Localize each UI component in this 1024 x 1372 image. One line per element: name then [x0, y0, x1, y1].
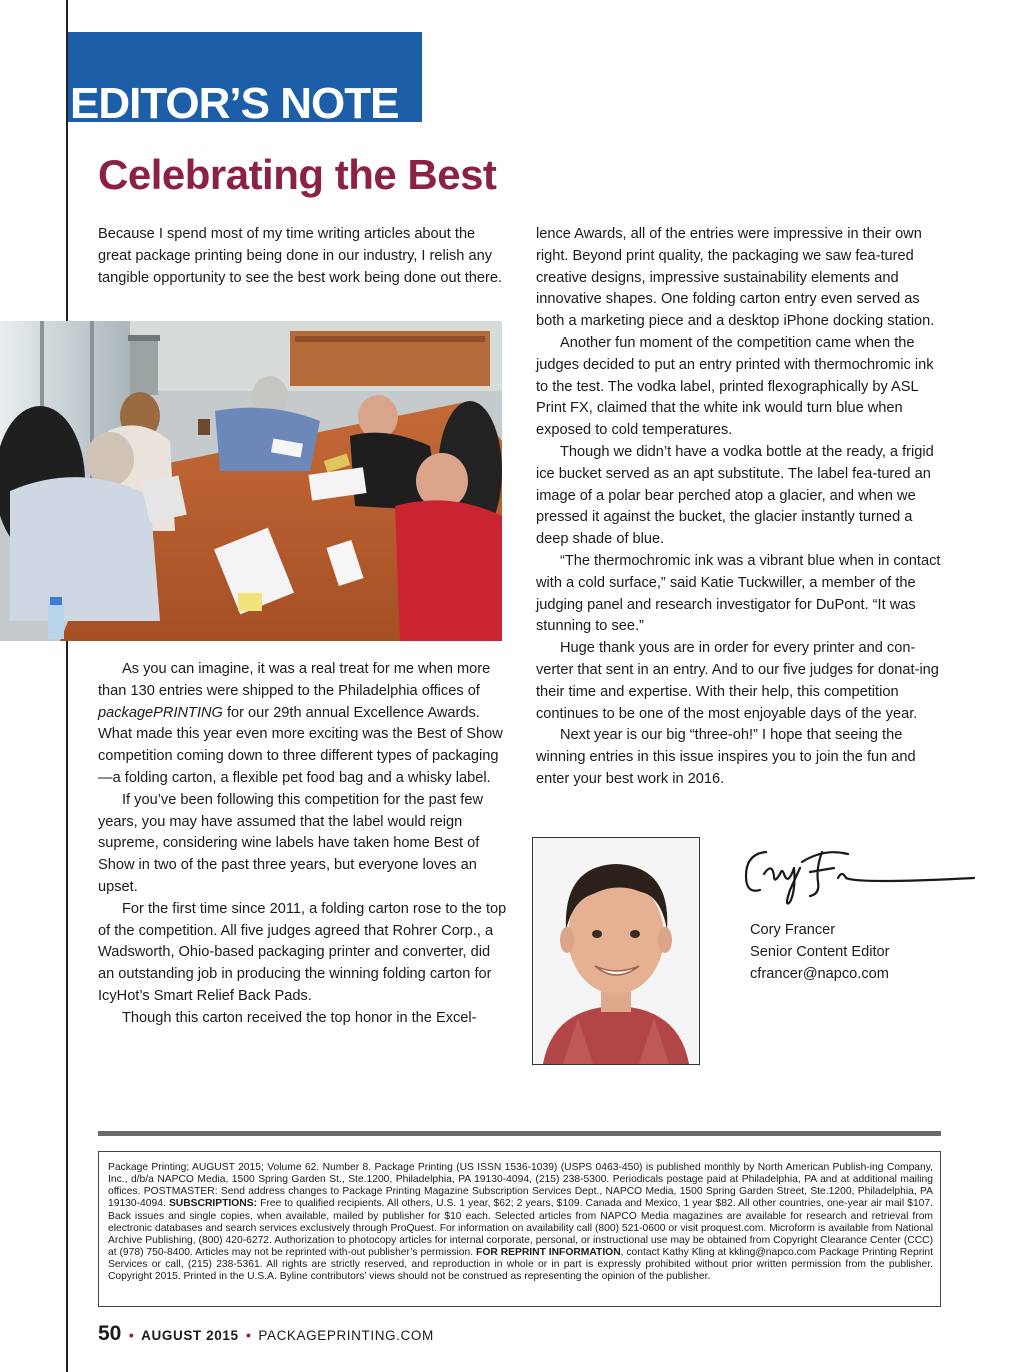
section-label: EDITOR’S NOTE [70, 79, 399, 122]
editor-byline [750, 920, 890, 985]
publication-masthead-box: Package Printing; AUGUST 2015; Volume 62. Number 8. Package Printing (US ISSN 1536-1039) (USPS 0463-450) is published monthly by North American Publish-ing Company, Inc., d/b/a NAPCO Media, 1500 Spring Garden St., Ste.1200, Philadelphia, PA 19130-4094, (215) 238-5300. Periodicals postage paid at Philadelphia, PA and at additional mailing offices. POSTMASTER: Send address changes to Package Printing Magazine Subscription Services Dept., NAPCO Media, 1500 Spring Garden Street, Ste.1200, Philadelphia, PA 19130-4094. SUBSCRIPTIONS: Free to qualified recipients. All others, U.S. 1 year, $62; 2 years, $109. Canada and Mexico, 1 year $82. All other countries, one-year air mail $107. Back issues and single copies, when available, mailed by publisher for $10 each. Selected articles from NAPCO Media magazines are available for research and retrieval from electronic databases and search services exclusively through ProQuest. For information on availability call (800) 521-0600 or visit proquest.com. Microform is available from National Archive Publishing, (800) 420-6272. Authorization to photocopy articles for internal corporate, personal, or instructional use may be obtained from Copyright Clearance Center (CCC) at (978) 750-8400. Articles may not be reprinted with-out publisher’s permission. FOR REPRINT INFORMATION, contact Kathy Kling at kkling@napco.com Package Printing Reprint Services or call, (215) 238-5361. All rights are strictly reserved, and reproduction in whole or in part is expressly prohibited without prior written permission from the publisher. Copyright 2015. Printed in the U.S.A. Byline contributors’ views should not be construed as representing the opinion of the publisher. [98, 1151, 941, 1307]
article-paragraph-3: If you’ve been following this competition for the past few years, you may have assumed that the label would reign supreme, considering wine labels have taken home Best of Show in two of the past three years, but everyone loves an upset. [98, 791, 483, 895]
article-paragraph-4: For the first time since 2011, a folding carton rose to the top of the competition. All five judges agreed that Rohrer Corp., a Wadsworth, Ohio-based packaging printer and converter, did an outstanding job in producing the winning folding carton for IcyHot’s Smart Relief Back Pads. [98, 900, 507, 1004]
article-paragraph-5-continued: lence Awards, all of the entries were impressive in their own right. Beyond print quality, the packaging we saw fea-tured creative designs, impressive sustainability elements and innovative shapes. One folding carton entry even served as both a marketing piece and a desktop iPhone docking station. [536, 226, 935, 330]
section-banner [68, 32, 422, 122]
subscriptions-label: SUBSCRIPTIONS: [168, 1198, 258, 1210]
article-column-left-bottom [98, 659, 508, 1030]
article-column-right [536, 224, 946, 791]
article-paragraph-8: “The thermochromic ink was a vibrant blue when in contact with a cold surface,” said Katie Tuckwiller, a member of the judging panel and research investigator for DuPont. “It was stunning to see.” [536, 552, 941, 635]
reprint-label: FOR REPRINT INFORMATION [476, 1247, 621, 1259]
article-intro-paragraph: Because I spend most of my time writing articles about the great package printing being done in our industry, I relish any tangible opportunity to see the best work being done out there. [98, 226, 503, 286]
article-paragraph-5-start: Though this carton received the top honor in the Excel- [122, 1009, 477, 1026]
article-paragraph-2: As you can imagine, it was a real treat for me when more than 130 entries were shipped to the Philadelphia offices of packagePRINTING for our 29th annual Excellence Awards. What made this year even more exciting was the Best of Show competition coming down to three different types of packaging—a folding carton, a flexible pet food bag and a whisky label. [98, 661, 503, 786]
editor-signature [738, 838, 978, 908]
judging-panel-photo [0, 321, 502, 641]
page-number: 50 [98, 1322, 122, 1345]
issue-date: AUGUST 2015 [141, 1328, 239, 1343]
article-paragraph-6: Another fun moment of the competition came when the judges decided to put an entry printed with thermochromic ink to the test. The vodka label, printed flexographically by ASL Print FX, claimed that the white ink would turn blue when exposed to cold temperatures. [536, 334, 934, 439]
publication-name: packagePRINTING [98, 704, 223, 721]
article-paragraph-7: Though we didn’t have a vodka bottle at the ready, a frigid ice bucket served as an apt substitute. The label fea-tured an image of a polar bear perched atop a glacier, and when we pressed it against the bucket, the glacier instantly turned a deep shade of blue. [536, 443, 934, 548]
editor-portrait-illustration [533, 838, 699, 1064]
article-headline: Celebrating the Best [98, 151, 497, 198]
judging-panel-illustration [0, 321, 502, 641]
page-spine-rule [66, 0, 68, 1372]
editor-email: cfrancer@napco.com [750, 965, 889, 982]
folio-separator: • [246, 1327, 251, 1343]
editor-name: Cory Francer [750, 922, 836, 938]
article-paragraph-9: Huge thank yous are in order for every printer and con-verter that sent in an entry. And to our five judges for donat-ing their time and expertise. With their help, this competition continues to be one of the most enjoyable days of the year. [536, 640, 939, 722]
editor-portrait-photo [532, 837, 700, 1065]
editor-title: Senior Content Editor [750, 943, 890, 960]
website-link[interactable]: PACKAGEPRINTING.COM [258, 1328, 434, 1343]
folio-separator: • [128, 1327, 134, 1343]
article-column-left-top [98, 224, 508, 289]
footer-divider [98, 1131, 941, 1136]
article-paragraph-10: Next year is our big “three-oh!” I hope that seeing the winning entries in this issue inspires you to join the fun and enter your best work in 2016. [536, 727, 916, 787]
page-folio [98, 1322, 434, 1348]
